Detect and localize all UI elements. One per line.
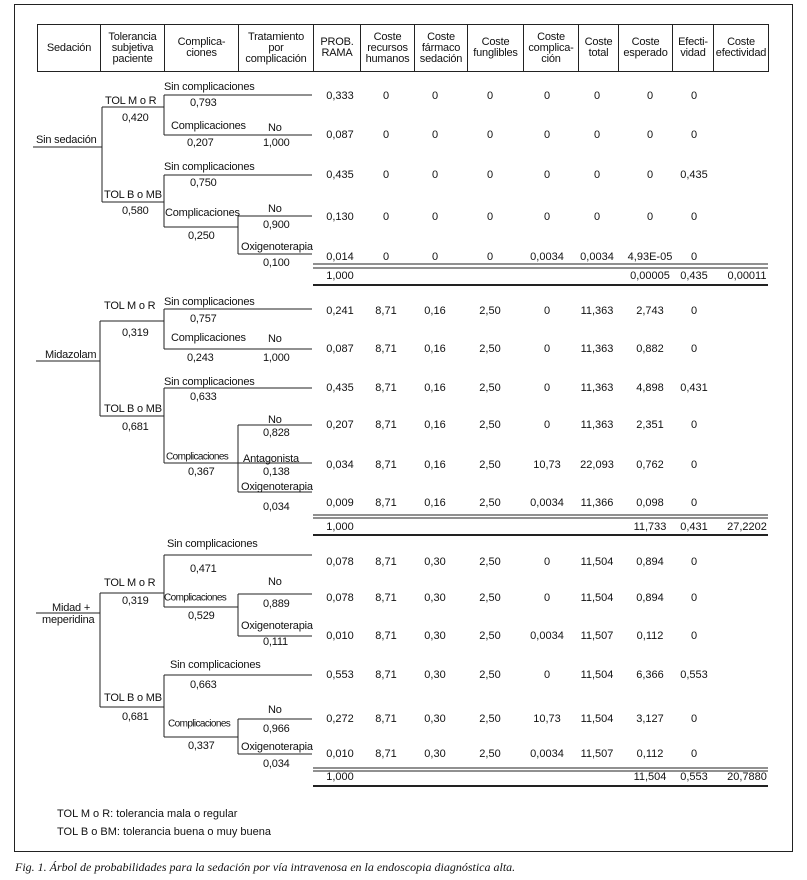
total-effectiveness: 0,553 bbox=[680, 771, 708, 783]
tree-node-label: 0,034 bbox=[263, 501, 290, 513]
tree-node-label: 0,034 bbox=[263, 758, 290, 770]
tree-node-label: Oxigenoterapia bbox=[241, 241, 313, 253]
tree-node-label: 0,367 bbox=[188, 466, 215, 478]
table-cell: 6,366 bbox=[636, 669, 664, 681]
tree-node-label: 0,100 bbox=[263, 257, 290, 269]
table-cell: 4,898 bbox=[636, 382, 664, 394]
table-cell: 0 bbox=[431, 129, 439, 141]
table-cell: 0 bbox=[646, 169, 654, 181]
table-cell: 0,010 bbox=[326, 748, 354, 760]
tree-node-label: No bbox=[268, 704, 282, 716]
table-cell: 0 bbox=[690, 459, 698, 471]
table-cell: 0,553 bbox=[680, 669, 708, 681]
table-cell: 0,087 bbox=[326, 129, 354, 141]
table-cell: 4,93E-05 bbox=[627, 251, 673, 263]
tree-node-label: 0,471 bbox=[190, 563, 217, 575]
total-effectiveness: 0,431 bbox=[680, 521, 708, 533]
column-header: Coste total bbox=[579, 25, 619, 72]
total-cost-effectiveness: 20,7880 bbox=[727, 771, 767, 783]
tree-node-label: Complicaciones bbox=[171, 120, 246, 132]
table-cell: 0 bbox=[646, 211, 654, 223]
table-cell: 0,034 bbox=[326, 459, 354, 471]
table-cell: 0 bbox=[690, 556, 698, 568]
tree-node-label: 0,243 bbox=[187, 352, 214, 364]
tree-node-label: Oxigenoterapia bbox=[241, 620, 313, 632]
table-cell: 0 bbox=[486, 211, 494, 223]
table-cell: 0,014 bbox=[326, 251, 354, 263]
tree-node-label: Complicaciones bbox=[168, 718, 231, 730]
tree-node-label: 0,319 bbox=[122, 595, 149, 607]
tree-node-label: 0,111 bbox=[263, 636, 288, 648]
table-cell: 8,71 bbox=[375, 713, 397, 725]
total-effectiveness: 0,435 bbox=[680, 270, 708, 282]
table-cell: 0,0034 bbox=[530, 251, 564, 263]
table-cell: 0,16 bbox=[424, 419, 446, 431]
table-cell: 0 bbox=[543, 419, 551, 431]
tree-node-label: Midazolam bbox=[45, 349, 97, 361]
table-cell: 0 bbox=[431, 169, 439, 181]
table-cell: 0 bbox=[543, 169, 551, 181]
table-cell: 8,71 bbox=[375, 630, 397, 642]
table-cell: 0,435 bbox=[326, 382, 354, 394]
tree-node-label: 0,757 bbox=[190, 313, 217, 325]
table-cell: 0,098 bbox=[636, 497, 664, 509]
tree-node-label: meperidina bbox=[42, 614, 95, 626]
table-cell: 22,093 bbox=[580, 459, 614, 471]
table-cell: 0 bbox=[690, 713, 698, 725]
table-cell: 2,50 bbox=[479, 343, 501, 355]
table-cell: 11,507 bbox=[580, 630, 614, 642]
column-header: Efecti- vidad bbox=[673, 25, 714, 72]
tree-node-label: 1,000 bbox=[263, 352, 290, 364]
table-cell: 0 bbox=[382, 129, 390, 141]
table-cell: 2,50 bbox=[479, 305, 501, 317]
table-cell: 2,351 bbox=[636, 419, 664, 431]
column-header: Sedación bbox=[38, 25, 101, 72]
table-cell: 0,130 bbox=[326, 211, 354, 223]
tree-node-label: Complicaciones bbox=[165, 207, 240, 219]
table-cell: 0,894 bbox=[636, 556, 664, 568]
tree-node-label: Sin complicaciones bbox=[164, 161, 255, 173]
tree-node-label: Sin complicaciones bbox=[170, 659, 261, 671]
tree-node-label: TOL B o MB bbox=[104, 692, 162, 704]
column-header: Coste efectividad bbox=[714, 25, 769, 72]
table-cell: 0 bbox=[543, 211, 551, 223]
tree-node-label: 0,750 bbox=[190, 177, 217, 189]
table-cell: 11,504 bbox=[580, 669, 614, 681]
table-cell: 0 bbox=[646, 90, 654, 102]
tree-node-label: 0,420 bbox=[122, 112, 149, 124]
table-cell: 0,435 bbox=[680, 169, 708, 181]
table-cell: 2,50 bbox=[479, 459, 501, 471]
table-cell: 0 bbox=[690, 305, 698, 317]
column-header: PROB. RAMA bbox=[314, 25, 361, 72]
table-cell: 0,16 bbox=[424, 382, 446, 394]
tree-node-label: No bbox=[268, 333, 282, 345]
column-header: Coste complica- ción bbox=[524, 25, 579, 72]
table-cell: 0,010 bbox=[326, 630, 354, 642]
tree-node-label: TOL B o MB bbox=[104, 403, 162, 415]
tree-node-label: 0,138 bbox=[263, 466, 290, 478]
table-cell: 0,431 bbox=[680, 382, 708, 394]
table-cell: 0 bbox=[543, 556, 551, 568]
tree-node-label: Sin complicaciones bbox=[164, 376, 255, 388]
tree-node-label: TOL B o MB bbox=[104, 189, 162, 201]
table-cell: 0 bbox=[593, 211, 601, 223]
tree-node-label: 0,319 bbox=[122, 327, 149, 339]
column-header: Complica- ciones bbox=[165, 25, 239, 72]
table-cell: 0,112 bbox=[636, 630, 664, 642]
table-cell: 0,009 bbox=[326, 497, 354, 509]
table-cell: 0 bbox=[593, 129, 601, 141]
total-probability: 1,000 bbox=[326, 521, 354, 533]
tree-node-label: 1,000 bbox=[263, 137, 290, 149]
tree-node-label: Complicaciones bbox=[171, 332, 246, 344]
column-header: Coste esperado bbox=[619, 25, 673, 72]
tree-node-label: 0,337 bbox=[188, 740, 215, 752]
table-cell: 0 bbox=[486, 129, 494, 141]
total-probability: 1,000 bbox=[326, 270, 354, 282]
column-header: Tolerancia subjetiva paciente bbox=[101, 25, 165, 72]
tree-node-label: No bbox=[268, 414, 282, 426]
table-cell: 0,087 bbox=[326, 343, 354, 355]
tree-node-label: Sin sedación bbox=[36, 134, 97, 146]
table-cell: 8,71 bbox=[375, 419, 397, 431]
legend-tol-bmb: TOL B o BM: tolerancia buena o muy buena bbox=[57, 826, 272, 838]
tree-node-label: 0,828 bbox=[263, 427, 290, 439]
table-cell: 0 bbox=[690, 592, 698, 604]
tree-node-label: 0,900 bbox=[263, 219, 290, 231]
tree-node-label: Midad + bbox=[52, 602, 91, 614]
table-cell: 2,50 bbox=[479, 748, 501, 760]
table-cell: 0 bbox=[431, 90, 439, 102]
table-cell: 0,30 bbox=[424, 669, 446, 681]
table-cell: 11,504 bbox=[580, 713, 614, 725]
table-cell: 0 bbox=[690, 251, 698, 263]
tree-node-label: Sin complicaciones bbox=[164, 81, 255, 93]
table-cell: 0,16 bbox=[424, 459, 446, 471]
table-cell: 11,366 bbox=[580, 497, 614, 509]
table-cell: 0,333 bbox=[326, 90, 354, 102]
table-cell: 8,71 bbox=[375, 343, 397, 355]
table-cell: 2,50 bbox=[479, 592, 501, 604]
table-cell: 0,16 bbox=[424, 305, 446, 317]
tree-node-label: No bbox=[268, 203, 282, 215]
tree-node-label: TOL M o R bbox=[105, 95, 157, 107]
tree-node-label: Sin complicaciones bbox=[167, 538, 258, 550]
table-cell: 10,73 bbox=[533, 713, 561, 725]
table-cell: 0,0034 bbox=[530, 630, 564, 642]
total-expected-cost: 11,504 bbox=[633, 771, 667, 783]
table-cell: 0,894 bbox=[636, 592, 664, 604]
table-cell: 0 bbox=[690, 497, 698, 509]
table-cell: 2,50 bbox=[479, 630, 501, 642]
table-cell: 3,127 bbox=[636, 713, 664, 725]
table-cell: 0,553 bbox=[326, 669, 354, 681]
table-cell: 8,71 bbox=[375, 497, 397, 509]
table-cell: 0,112 bbox=[636, 748, 664, 760]
table-cell: 2,50 bbox=[479, 497, 501, 509]
table-cell: 0 bbox=[382, 169, 390, 181]
table-cell: 0 bbox=[431, 251, 439, 263]
table-cell: 11,363 bbox=[580, 343, 614, 355]
tree-node-label: Complicaciones bbox=[164, 592, 227, 604]
total-cost-effectiveness: 27,2202 bbox=[727, 521, 767, 533]
table-cell: 0 bbox=[431, 211, 439, 223]
tree-node-label: 0,207 bbox=[187, 137, 214, 149]
tree-node-label: 0,681 bbox=[122, 711, 149, 723]
tree-node-label: No bbox=[268, 576, 282, 588]
tree-node-label: 0,966 bbox=[263, 723, 290, 735]
tree-node-label: Oxigenoterapia bbox=[241, 481, 313, 493]
table-cell: 8,71 bbox=[375, 459, 397, 471]
table-cell: 0 bbox=[690, 630, 698, 642]
tree-node-label: 0,580 bbox=[122, 205, 149, 217]
table-cell: 0,762 bbox=[636, 459, 664, 471]
table-cell: 8,71 bbox=[375, 748, 397, 760]
table-cell: 0 bbox=[593, 90, 601, 102]
table-cell: 2,50 bbox=[479, 556, 501, 568]
tree-node-label: Oxigenoterapia bbox=[241, 741, 313, 753]
table-cell: 0 bbox=[690, 211, 698, 223]
table-cell: 0 bbox=[543, 592, 551, 604]
table-cell: 8,71 bbox=[375, 592, 397, 604]
table-cell: 0,30 bbox=[424, 592, 446, 604]
table-cell: 0 bbox=[486, 251, 494, 263]
table-cell: 0 bbox=[690, 419, 698, 431]
table-cell: 2,50 bbox=[479, 669, 501, 681]
table-cell: 11,504 bbox=[580, 592, 614, 604]
table-cell: 0,078 bbox=[326, 592, 354, 604]
total-expected-cost: 11,733 bbox=[633, 521, 667, 533]
tree-node-label: Antagonista bbox=[243, 453, 299, 465]
table-cell: 11,363 bbox=[580, 419, 614, 431]
tree-node-label: TOL M o R bbox=[104, 577, 156, 589]
table-cell: 0 bbox=[543, 343, 551, 355]
total-expected-cost: 0,00005 bbox=[630, 270, 670, 282]
table-cell: 2,743 bbox=[636, 305, 664, 317]
table-cell: 8,71 bbox=[375, 669, 397, 681]
column-header: Coste funglibles bbox=[468, 25, 524, 72]
total-probability: 1,000 bbox=[326, 771, 354, 783]
table-cell: 10,73 bbox=[533, 459, 561, 471]
table-cell: 0,0034 bbox=[530, 497, 564, 509]
table-cell: 0,435 bbox=[326, 169, 354, 181]
figure-caption: Fig. 1. Árbol de probabilidades para la sedación por vía intravenosa en la endoscopia diagnóstica alta. bbox=[15, 860, 516, 874]
table-cell: 2,50 bbox=[479, 713, 501, 725]
table-cell: 0,207 bbox=[326, 419, 354, 431]
table-cell: 0 bbox=[486, 169, 494, 181]
table-cell: 8,71 bbox=[375, 382, 397, 394]
table-cell: 0,30 bbox=[424, 713, 446, 725]
table-cell: 0,30 bbox=[424, 556, 446, 568]
legend-tol-mr: TOL M o R: tolerancia mala o regular bbox=[57, 808, 238, 820]
tree-node-label: No bbox=[268, 122, 282, 134]
table-cell: 0 bbox=[382, 90, 390, 102]
table-cell: 11,507 bbox=[580, 748, 614, 760]
column-header: Coste recursos humanos bbox=[361, 25, 415, 72]
tree-node-label: 0,889 bbox=[263, 598, 290, 610]
table-cell: 11,504 bbox=[580, 556, 614, 568]
table-cell: 2,50 bbox=[479, 382, 501, 394]
table-cell: 0,0034 bbox=[530, 748, 564, 760]
tree-node-label: 0,793 bbox=[190, 97, 217, 109]
table-cell: 0 bbox=[543, 129, 551, 141]
table-cell: 0 bbox=[543, 669, 551, 681]
table-cell: 0,882 bbox=[636, 343, 664, 355]
table-cell: 8,71 bbox=[375, 305, 397, 317]
table-cell: 11,363 bbox=[580, 305, 614, 317]
table-cell: 11,363 bbox=[580, 382, 614, 394]
table-cell: 0,30 bbox=[424, 748, 446, 760]
table-cell: 0 bbox=[690, 90, 698, 102]
tree-node-label: 0,633 bbox=[190, 391, 217, 403]
table-cell: 0,16 bbox=[424, 497, 446, 509]
table-cell: 0 bbox=[690, 343, 698, 355]
table-cell: 0,241 bbox=[326, 305, 354, 317]
tree-node-label: 0,250 bbox=[188, 230, 215, 242]
table-cell: 0,16 bbox=[424, 343, 446, 355]
table-cell: 0 bbox=[382, 211, 390, 223]
table-cell: 8,71 bbox=[375, 556, 397, 568]
table-cell: 0,30 bbox=[424, 630, 446, 642]
column-header: Tratamiento por complicación bbox=[239, 25, 314, 72]
table-cell: 0,0034 bbox=[580, 251, 614, 263]
table-cell: 0,078 bbox=[326, 556, 354, 568]
table-cell: 0 bbox=[646, 129, 654, 141]
tree-node-label: 0,663 bbox=[190, 679, 217, 691]
total-cost-effectiveness: 0,00011 bbox=[727, 270, 767, 282]
table-cell: 0 bbox=[690, 129, 698, 141]
table-cell: 0,272 bbox=[326, 713, 354, 725]
table-cell: 0 bbox=[486, 90, 494, 102]
table-cell: 0 bbox=[382, 251, 390, 263]
table-cell: 0 bbox=[690, 748, 698, 760]
table-cell: 2,50 bbox=[479, 419, 501, 431]
tree-node-label: TOL M o R bbox=[104, 300, 156, 312]
table-cell: 0 bbox=[593, 169, 601, 181]
tree-node-label: Complicaciones bbox=[166, 451, 229, 463]
tree-node-label: 0,529 bbox=[188, 610, 215, 622]
table-cell: 0 bbox=[543, 382, 551, 394]
table-cell: 0 bbox=[543, 305, 551, 317]
table-cell: 0 bbox=[543, 90, 551, 102]
column-header: Coste fármaco sedación bbox=[415, 25, 468, 72]
tree-node-label: Sin complicaciones bbox=[164, 296, 255, 308]
tree-node-label: 0,681 bbox=[122, 421, 149, 433]
